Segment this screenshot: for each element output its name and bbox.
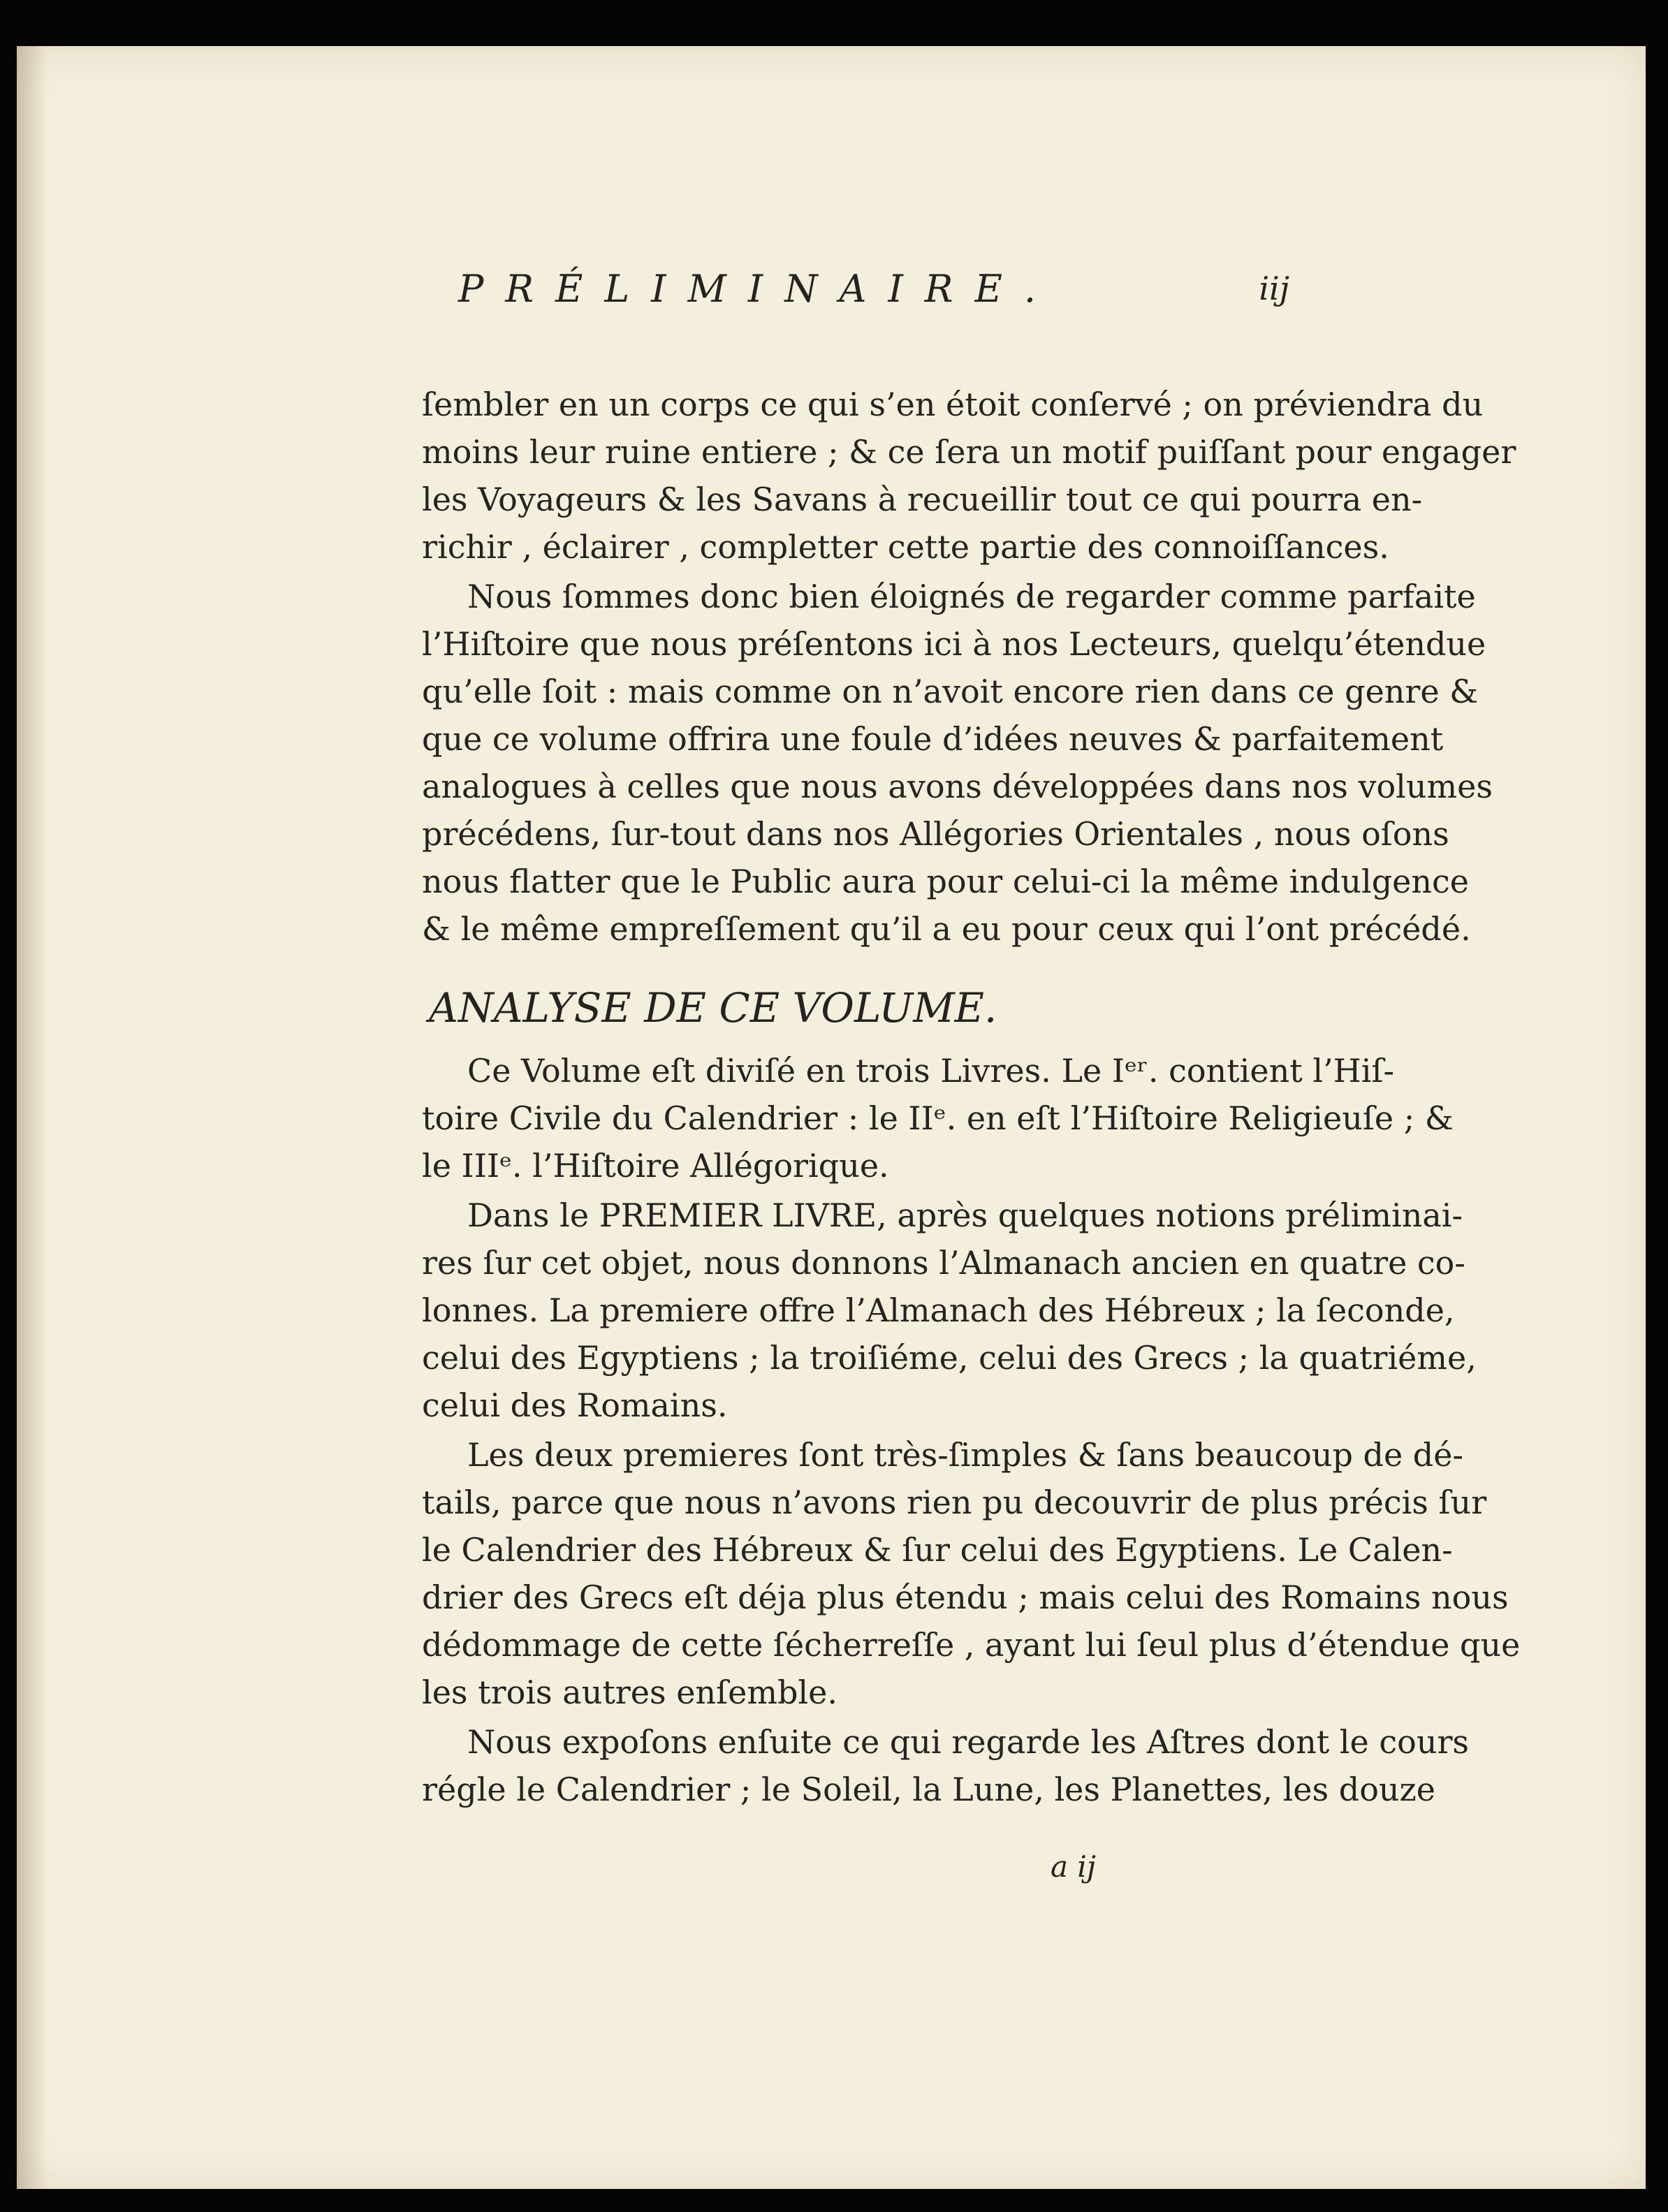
book-page xyxy=(17,46,1646,2189)
text-line: régle le Calendrier ; le Soleil, la Lune, les Planettes, les douze xyxy=(422,1771,1435,1808)
running-head xyxy=(422,267,1289,323)
text-line: celui des Egyptiens ; la troiſiéme, celui des Grecs ; la quatriéme, xyxy=(422,1339,1477,1377)
text-line: le Calendrier des Hébreux & ſur celui des Egyptiens. Le Calen- xyxy=(422,1531,1453,1569)
text-line: ſembler en un corps ce qui s’en étoit conſervé ; on préviendra du xyxy=(422,386,1484,423)
text-line: précédens, ſur-tout dans nos Allégories Orientales , nous oſons xyxy=(422,815,1449,853)
text-line: moins leur ruine entiere ; & ce ſera un motif puiſſant pour engager xyxy=(422,433,1516,471)
text-line: les Voyageurs & les Savans à recueillir tout ce qui pourra en- xyxy=(422,481,1423,518)
text-line: celui des Romains. xyxy=(422,1386,728,1424)
text-line: les trois autres enſemble. xyxy=(422,1673,837,1711)
page-number: iij xyxy=(1259,270,1289,307)
text-line: le IIIᵉ. l’Hiſtoire Allégorique. xyxy=(422,1147,889,1185)
text-line: Dans le PREMIER LIVRE, après quelques notions préliminai- xyxy=(467,1196,1463,1234)
running-title: PRÉLIMINAIRE. xyxy=(458,267,1058,311)
text-line: toire Civile du Calendrier : le IIᵉ. en eſt l’Hiſtoire Religieuſe ; & xyxy=(422,1099,1454,1137)
text-line: analogues à celles que nous avons développées dans nos volumes xyxy=(422,768,1493,805)
signature-mark: a ij xyxy=(1051,1850,1096,1884)
section-heading: ANALYSE DE CE VOLUME. xyxy=(429,984,997,1032)
text-line: Nous expoſons enſuite ce qui regarde les Aſtres dont le cours xyxy=(467,1723,1470,1761)
text-line: nous flatter que le Public aura pour celui-ci la même indulgence xyxy=(422,863,1469,900)
text-line: Ce Volume eſt diviſé en trois Livres. Le Iᵉʳ. contient l’Hiſ- xyxy=(467,1052,1395,1090)
text-line: & le même empreſſement qu’il a eu pour ceux qui l’ont précédé. xyxy=(422,910,1471,948)
text-line: drier des Grecs eſt déja plus étendu ; mais celui des Romains nous xyxy=(422,1579,1509,1616)
text-line: dédommage de cette ſécherreſſe , ayant lui ſeul plus d’étendue que xyxy=(422,1626,1521,1664)
text-line: que ce volume offrira une foule d’idées neuves & parfaitement xyxy=(422,720,1444,758)
page-gutter-shadow xyxy=(17,46,47,2189)
text-line: Nous ſommes donc bien éloignés de regarder comme parfaite xyxy=(467,578,1476,615)
text-line: Les deux premieres ſont très-ſimples & ſans beaucoup de dé- xyxy=(467,1436,1464,1474)
text-line: l’Hiſtoire que nous préſentons ici à nos Lecteurs, quelqu’étendue xyxy=(422,625,1486,663)
text-line: lonnes. La premiere offre l’Almanach des Hébreux ; la ſeconde, xyxy=(422,1291,1455,1329)
text-line: tails, parce que nous n’avons rien pu decouvrir de plus précis ſur xyxy=(422,1484,1487,1521)
text-line: qu’elle ſoit : mais comme on n’avoit encore rien dans ce genre & xyxy=(422,673,1479,710)
text-line: res ſur cet objet, nous donnons l’Almanach ancien en quatre co- xyxy=(422,1244,1465,1282)
text-line: richir , éclairer , completter cette partie des connoiſſances. xyxy=(422,528,1389,566)
